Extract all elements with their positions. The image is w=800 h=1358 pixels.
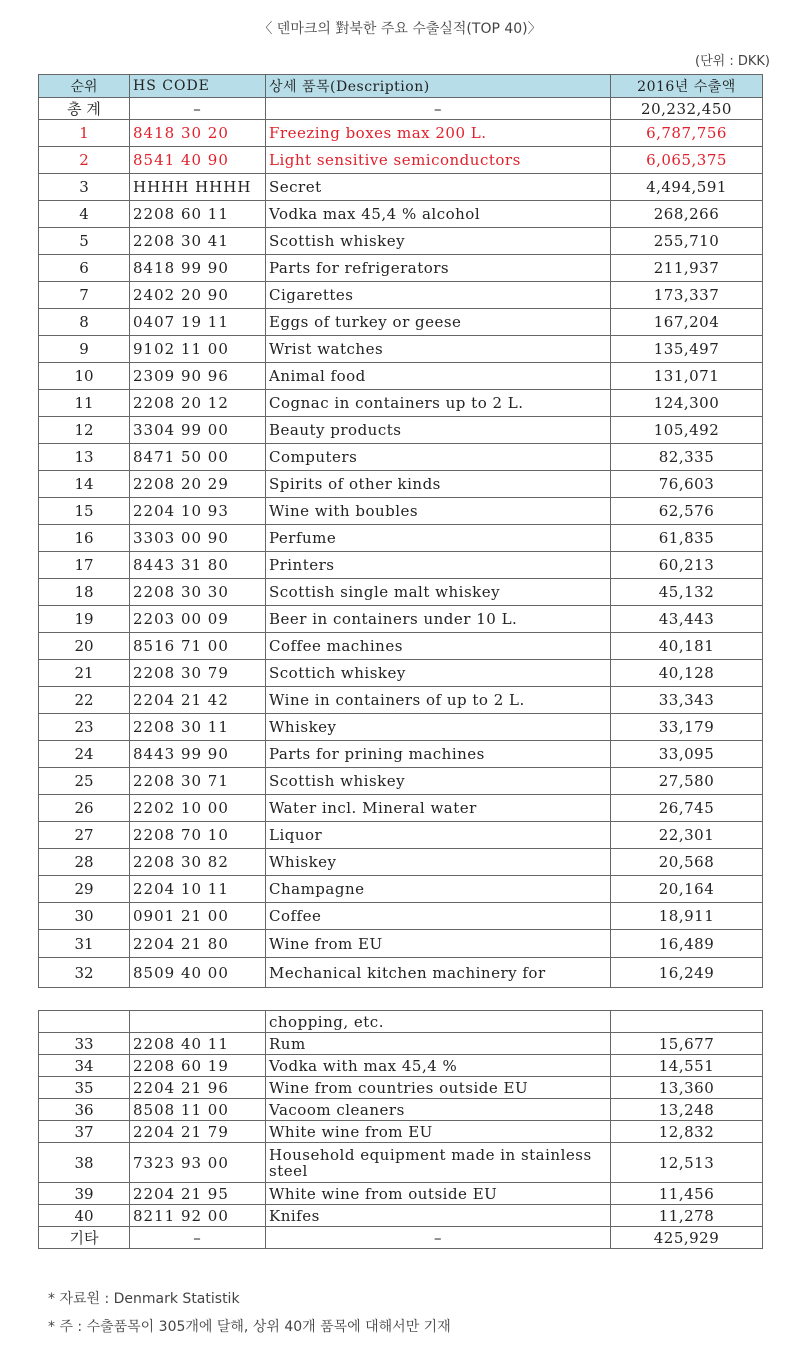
export-value-cell: 20,164 xyxy=(611,876,763,903)
rank-cell: 34 xyxy=(39,1055,130,1077)
description-cell: chopping, etc. xyxy=(266,1011,611,1033)
export-value-cell: 76,603 xyxy=(611,471,763,498)
hs-code-cell: 2208 20 29 xyxy=(130,471,266,498)
rank-cell: 32 xyxy=(39,958,130,988)
export-value-cell: 16,489 xyxy=(611,930,763,958)
description-cell: Perfume xyxy=(266,525,611,552)
rank-cell: 14 xyxy=(39,471,130,498)
rank-cell: 총 계 xyxy=(39,98,130,120)
rank-cell: 4 xyxy=(39,201,130,228)
export-value-cell: 18,911 xyxy=(611,903,763,930)
hs-code-cell: 8516 71 00 xyxy=(130,633,266,660)
export-value-cell: 16,249 xyxy=(611,958,763,988)
description-cell: Whiskey xyxy=(266,714,611,741)
rank-cell: 8 xyxy=(39,309,130,336)
export-value-cell: 11,278 xyxy=(611,1205,763,1227)
table-row xyxy=(39,849,763,876)
hs-code-cell: 2208 40 11 xyxy=(130,1033,266,1055)
rank-cell: 25 xyxy=(39,768,130,795)
export-value-cell: 62,576 xyxy=(611,498,763,525)
table-row xyxy=(39,579,763,606)
rank-cell: 20 xyxy=(39,633,130,660)
table-row xyxy=(39,903,763,930)
description-cell: Spirits of other kinds xyxy=(266,471,611,498)
table-row xyxy=(39,714,763,741)
rank-cell: 11 xyxy=(39,390,130,417)
table-row xyxy=(39,660,763,687)
table-row xyxy=(39,768,763,795)
rank-cell: 38 xyxy=(39,1143,130,1183)
table-row xyxy=(39,876,763,903)
table-row xyxy=(39,1055,763,1077)
hs-code-cell: 9102 11 00 xyxy=(130,336,266,363)
hs-code-cell: 2208 30 41 xyxy=(130,228,266,255)
export-value-cell: 33,095 xyxy=(611,741,763,768)
export-table-part1 xyxy=(38,74,763,1018)
rank-cell: 26 xyxy=(39,795,130,822)
rank-cell: 10 xyxy=(39,363,130,390)
description-cell: Computers xyxy=(266,444,611,471)
rank-cell: 기타 xyxy=(39,1227,130,1249)
rank-cell: 19 xyxy=(39,606,130,633)
description-cell: Whiskey xyxy=(266,849,611,876)
rank-cell: 23 xyxy=(39,714,130,741)
export-value-cell: 13,248 xyxy=(611,1099,763,1121)
hs-code-cell: 8471 50 00 xyxy=(130,444,266,471)
hs-code-cell: 8509 40 00 xyxy=(130,958,266,988)
table-row xyxy=(39,1099,763,1121)
hs-code-cell: 2204 21 79 xyxy=(130,1121,266,1143)
description-cell: Parts for refrigerators xyxy=(266,255,611,282)
total-row xyxy=(39,98,763,120)
export-value-cell: 22,301 xyxy=(611,822,763,849)
export-value-cell: 255,710 xyxy=(611,228,763,255)
hs-code-cell: 7323 93 00 xyxy=(130,1143,266,1183)
table-row xyxy=(39,687,763,714)
hs-code-cell: 3304 99 00 xyxy=(130,417,266,444)
export-value-cell: 12,513 xyxy=(611,1143,763,1183)
hs-code-cell: 2208 60 11 xyxy=(130,201,266,228)
header-description: 상세 품목(Description) xyxy=(266,75,611,98)
table-row xyxy=(39,822,763,849)
export-value-cell: 131,071 xyxy=(611,363,763,390)
page-title: 〈 덴마크의 對북한 주요 수출실적(TOP 40)〉 xyxy=(258,21,542,37)
description-cell: Light sensitive semiconductors xyxy=(266,147,611,174)
hs-code-cell: 2402 20 90 xyxy=(130,282,266,309)
footnote: * 주 : 수출품목이 305개에 달해, 상위 40개 품목에 대해서만 기재 xyxy=(48,1319,451,1335)
rank-cell: 5 xyxy=(39,228,130,255)
rank-cell: 36 xyxy=(39,1099,130,1121)
table-row xyxy=(39,1077,763,1099)
hs-code-cell: 2208 30 82 xyxy=(130,849,266,876)
table-row xyxy=(39,1033,763,1055)
hs-code-cell: 2208 60 19 xyxy=(130,1055,266,1077)
export-value-cell: 173,337 xyxy=(611,282,763,309)
description-cell: Animal food xyxy=(266,363,611,390)
table-row xyxy=(39,444,763,471)
rank-cell: 33 xyxy=(39,1033,130,1055)
rank-cell: 35 xyxy=(39,1077,130,1099)
rank-cell: 17 xyxy=(39,552,130,579)
hs-code-cell: 2204 21 42 xyxy=(130,687,266,714)
description-cell: – xyxy=(266,98,611,120)
export-value-cell: 26,745 xyxy=(611,795,763,822)
description-cell: Scottish single malt whiskey xyxy=(266,579,611,606)
hs-code-cell: 2208 20 12 xyxy=(130,390,266,417)
hs-code-cell: 8541 40 90 xyxy=(130,147,266,174)
export-value-cell: 61,835 xyxy=(611,525,763,552)
hs-code-cell: 2208 30 79 xyxy=(130,660,266,687)
hs-code-cell: 2204 21 96 xyxy=(130,1077,266,1099)
table-row xyxy=(39,417,763,444)
hs-code-cell: 2204 10 93 xyxy=(130,498,266,525)
description-cell: Vodka max 45,4 % alcohol xyxy=(266,201,611,228)
export-value-cell: 6,065,375 xyxy=(611,147,763,174)
export-value-cell: 33,343 xyxy=(611,687,763,714)
rank-cell: 13 xyxy=(39,444,130,471)
description-cell: Vodka with max 45,4 % xyxy=(266,1055,611,1077)
export-value-cell: 20,568 xyxy=(611,849,763,876)
hs-code-cell: 2309 90 96 xyxy=(130,363,266,390)
rank-cell: 31 xyxy=(39,930,130,958)
rank-cell: 18 xyxy=(39,579,130,606)
hs-code-cell: 8508 11 00 xyxy=(130,1099,266,1121)
table-row xyxy=(39,741,763,768)
hs-code-cell: 2204 10 11 xyxy=(130,876,266,903)
hs-code-cell: – xyxy=(130,98,266,120)
description-cell: Champagne xyxy=(266,876,611,903)
description-cell: Cognac in containers up to 2 L. xyxy=(266,390,611,417)
table-row xyxy=(39,1183,763,1205)
hs-code-cell: 2202 10 00 xyxy=(130,795,266,822)
table-row xyxy=(39,1205,763,1227)
hs-code-cell: 0407 19 11 xyxy=(130,309,266,336)
export-table-part2 xyxy=(38,1010,763,1249)
table-row xyxy=(39,120,763,147)
export-value-cell: 135,497 xyxy=(611,336,763,363)
export-value-cell: 124,300 xyxy=(611,390,763,417)
description-cell: Cigarettes xyxy=(266,282,611,309)
description-cell: Liquor xyxy=(266,822,611,849)
rank-cell: 24 xyxy=(39,741,130,768)
unit-label: (단위 : DKK) xyxy=(695,54,770,69)
table-header-row xyxy=(39,75,763,98)
description-cell: Wrist watches xyxy=(266,336,611,363)
hs-code-cell: 8211 92 00 xyxy=(130,1205,266,1227)
table-row xyxy=(39,930,763,958)
table-row xyxy=(39,363,763,390)
export-value-cell: 11,456 xyxy=(611,1183,763,1205)
description-cell: Beer in containers under 10 L. xyxy=(266,606,611,633)
rank-cell: 21 xyxy=(39,660,130,687)
export-value-cell: 82,335 xyxy=(611,444,763,471)
table-row xyxy=(39,282,763,309)
description-cell: Parts for prining machines xyxy=(266,741,611,768)
rank-cell: 39 xyxy=(39,1183,130,1205)
description-cell: Beauty products xyxy=(266,417,611,444)
description-cell: Scottish whiskey xyxy=(266,228,611,255)
description-cell: Household equipment made in stainless steel xyxy=(266,1143,611,1183)
table-row xyxy=(39,633,763,660)
header-export-value: 2016년 수출액 xyxy=(611,75,763,98)
hs-code-cell: 8418 30 20 xyxy=(130,120,266,147)
rank-cell: 40 xyxy=(39,1205,130,1227)
table-row xyxy=(39,309,763,336)
hs-code-cell: HHHH HHHH xyxy=(130,174,266,201)
description-cell: Wine in containers of up to 2 L. xyxy=(266,687,611,714)
export-value-cell: 167,204 xyxy=(611,309,763,336)
other-row xyxy=(39,1227,763,1249)
table-row xyxy=(39,795,763,822)
rank-cell: 6 xyxy=(39,255,130,282)
export-value-cell: 40,181 xyxy=(611,633,763,660)
export-value-cell: 45,132 xyxy=(611,579,763,606)
rank-cell: 28 xyxy=(39,849,130,876)
description-cell: Printers xyxy=(266,552,611,579)
table-row xyxy=(39,1143,763,1183)
export-value-cell: 20,232,450 xyxy=(611,98,763,120)
hs-code-cell: 3303 00 90 xyxy=(130,525,266,552)
description-cell: Scottich whiskey xyxy=(266,660,611,687)
table-row xyxy=(39,147,763,174)
table-row xyxy=(39,255,763,282)
description-cell: Wine from countries outside EU xyxy=(266,1077,611,1099)
table-row xyxy=(39,336,763,363)
table-row xyxy=(39,201,763,228)
description-cell: Mechanical kitchen machinery for xyxy=(266,958,611,988)
export-value-cell xyxy=(611,1011,763,1033)
description-cell: Eggs of turkey or geese xyxy=(266,309,611,336)
header-hs-code: HS CODE xyxy=(130,75,266,98)
rank-cell: 27 xyxy=(39,822,130,849)
header-rank: 순위 xyxy=(39,75,130,98)
table-row xyxy=(39,1121,763,1143)
continuation-row xyxy=(39,1011,763,1033)
hs-code-cell: 2208 30 71 xyxy=(130,768,266,795)
table-row xyxy=(39,958,763,988)
export-value-cell: 268,266 xyxy=(611,201,763,228)
rank-cell: 22 xyxy=(39,687,130,714)
hs-code-cell: 8443 99 90 xyxy=(130,741,266,768)
table-row xyxy=(39,606,763,633)
table-row xyxy=(39,471,763,498)
export-value-cell: 12,832 xyxy=(611,1121,763,1143)
rank-cell: 9 xyxy=(39,336,130,363)
rank-cell: 1 xyxy=(39,120,130,147)
export-value-cell: 27,580 xyxy=(611,768,763,795)
hs-code-cell: 8418 99 90 xyxy=(130,255,266,282)
rank-cell xyxy=(39,1011,130,1033)
export-value-cell: 425,929 xyxy=(611,1227,763,1249)
table-row xyxy=(39,174,763,201)
export-value-cell: 14,551 xyxy=(611,1055,763,1077)
export-value-cell: 211,937 xyxy=(611,255,763,282)
export-value-cell: 6,787,756 xyxy=(611,120,763,147)
description-cell: Coffee xyxy=(266,903,611,930)
description-cell: Wine with boubles xyxy=(266,498,611,525)
export-value-cell: 4,494,591 xyxy=(611,174,763,201)
rank-cell: 12 xyxy=(39,417,130,444)
description-cell: Rum xyxy=(266,1033,611,1055)
table-row xyxy=(39,390,763,417)
hs-code-cell: 8443 31 80 xyxy=(130,552,266,579)
description-cell: Water incl. Mineral water xyxy=(266,795,611,822)
export-value-cell: 60,213 xyxy=(611,552,763,579)
hs-code-cell: 2204 21 95 xyxy=(130,1183,266,1205)
export-value-cell: 15,677 xyxy=(611,1033,763,1055)
source-note: * 자료원 : Denmark Statistik xyxy=(48,1291,240,1307)
rank-cell: 15 xyxy=(39,498,130,525)
description-cell: Wine from EU xyxy=(266,930,611,958)
hs-code-cell: 2208 30 11 xyxy=(130,714,266,741)
export-value-cell: 40,128 xyxy=(611,660,763,687)
rank-cell: 2 xyxy=(39,147,130,174)
export-value-cell: 105,492 xyxy=(611,417,763,444)
hs-code-cell: 2208 30 30 xyxy=(130,579,266,606)
description-cell: Scottish whiskey xyxy=(266,768,611,795)
description-cell: Vacoom cleaners xyxy=(266,1099,611,1121)
table-row xyxy=(39,228,763,255)
table-row xyxy=(39,525,763,552)
rank-cell: 37 xyxy=(39,1121,130,1143)
description-cell: Freezing boxes max 200 L. xyxy=(266,120,611,147)
rank-cell: 16 xyxy=(39,525,130,552)
description-cell: Knifes xyxy=(266,1205,611,1227)
hs-code-cell: – xyxy=(130,1227,266,1249)
hs-code-cell: 2203 00 09 xyxy=(130,606,266,633)
export-value-cell: 33,179 xyxy=(611,714,763,741)
description-cell: Coffee machines xyxy=(266,633,611,660)
rank-cell: 3 xyxy=(39,174,130,201)
table-row xyxy=(39,552,763,579)
hs-code-cell: 0901 21 00 xyxy=(130,903,266,930)
hs-code-cell: 2208 70 10 xyxy=(130,822,266,849)
export-value-cell: 13,360 xyxy=(611,1077,763,1099)
export-value-cell: 43,443 xyxy=(611,606,763,633)
description-cell: White wine from outside EU xyxy=(266,1183,611,1205)
hs-code-cell: 2204 21 80 xyxy=(130,930,266,958)
description-cell: – xyxy=(266,1227,611,1249)
table-row xyxy=(39,498,763,525)
rank-cell: 30 xyxy=(39,903,130,930)
rank-cell: 7 xyxy=(39,282,130,309)
description-cell: White wine from EU xyxy=(266,1121,611,1143)
hs-code-cell xyxy=(130,1011,266,1033)
description-cell: Secret xyxy=(266,174,611,201)
rank-cell: 29 xyxy=(39,876,130,903)
